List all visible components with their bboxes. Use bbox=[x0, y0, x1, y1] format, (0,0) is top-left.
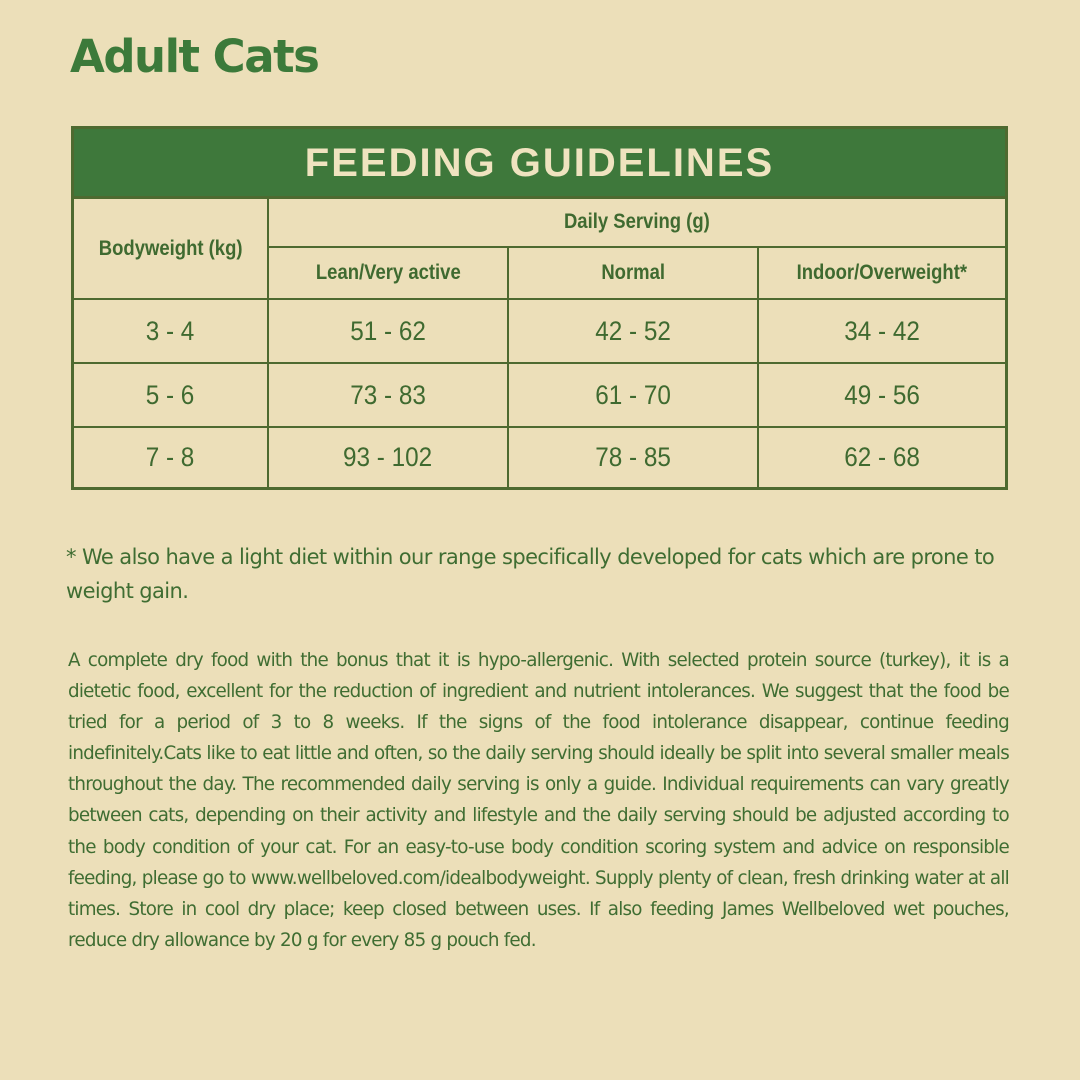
indoor-cell: 62 - 68 bbox=[844, 442, 920, 472]
indoor-cell: 49 - 56 bbox=[844, 379, 920, 410]
page-title: Adult Cats bbox=[70, 30, 319, 83]
footnote: * We also have a light diet within our range specifically developed for cats which are prone to weight gain. bbox=[66, 545, 995, 603]
table-row bbox=[74, 428, 267, 487]
column-header-lean: Lean/Very active bbox=[315, 261, 461, 284]
table-row bbox=[74, 364, 267, 426]
table-title: FEEDING GUIDELINES bbox=[74, 129, 1005, 197]
column-header-indoor: Indoor/Overweight* bbox=[796, 261, 968, 284]
daily-serving-header: Daily Serving (g) bbox=[564, 210, 710, 233]
normal-cell: 42 - 52 bbox=[595, 315, 671, 346]
product-description: A complete dry food with the bonus that it is hypo-allergenic. With selected protein source (turkey), it is a dietetic food, excellent for the reduction of ingredient and nutrient intolerances. We suggest that the food be tried for a period of 3 to 8 weeks. If the signs of the food intolerance disappear, continue feeding indefinitely.Cats like to eat little and often, so the daily serving should ideally be split into several smaller meals throughout the day. The recommended daily serving is only a guide. Individual requirements can vary greatly between cats, depending on their activity and lifestyle and the daily serving should be adjusted according to the body condition of your cat. For an easy-to-use body condition scoring system and advice on responsible feeding, please go to www.wellbeloved.com/idealbodyweight. Supply plenty of clean, fresh drinking water at all times. Store in cool dry place; keep closed between uses. If also feeding James Wellbeloved wet pouches, reduce dry allowance by 20 g for every 85 g pouch fed. bbox=[68, 650, 1009, 951]
column-header-normal: Normal bbox=[601, 261, 665, 284]
lean-cell: 93 - 102 bbox=[343, 442, 433, 472]
lean-cell: 51 - 62 bbox=[350, 315, 426, 346]
bodyweight-header: Bodyweight (kg) bbox=[98, 236, 243, 260]
table-row bbox=[74, 300, 267, 362]
normal-cell: 78 - 85 bbox=[595, 442, 671, 472]
normal-cell: 61 - 70 bbox=[595, 379, 671, 410]
bodyweight-cell: 7 - 8 bbox=[146, 442, 195, 472]
feeding-guidelines-table bbox=[71, 126, 1008, 490]
lean-cell: 73 - 83 bbox=[350, 379, 426, 410]
bodyweight-cell: 3 - 4 bbox=[146, 315, 195, 346]
indoor-cell: 34 - 42 bbox=[844, 315, 920, 346]
bodyweight-cell: 5 - 6 bbox=[146, 379, 195, 410]
